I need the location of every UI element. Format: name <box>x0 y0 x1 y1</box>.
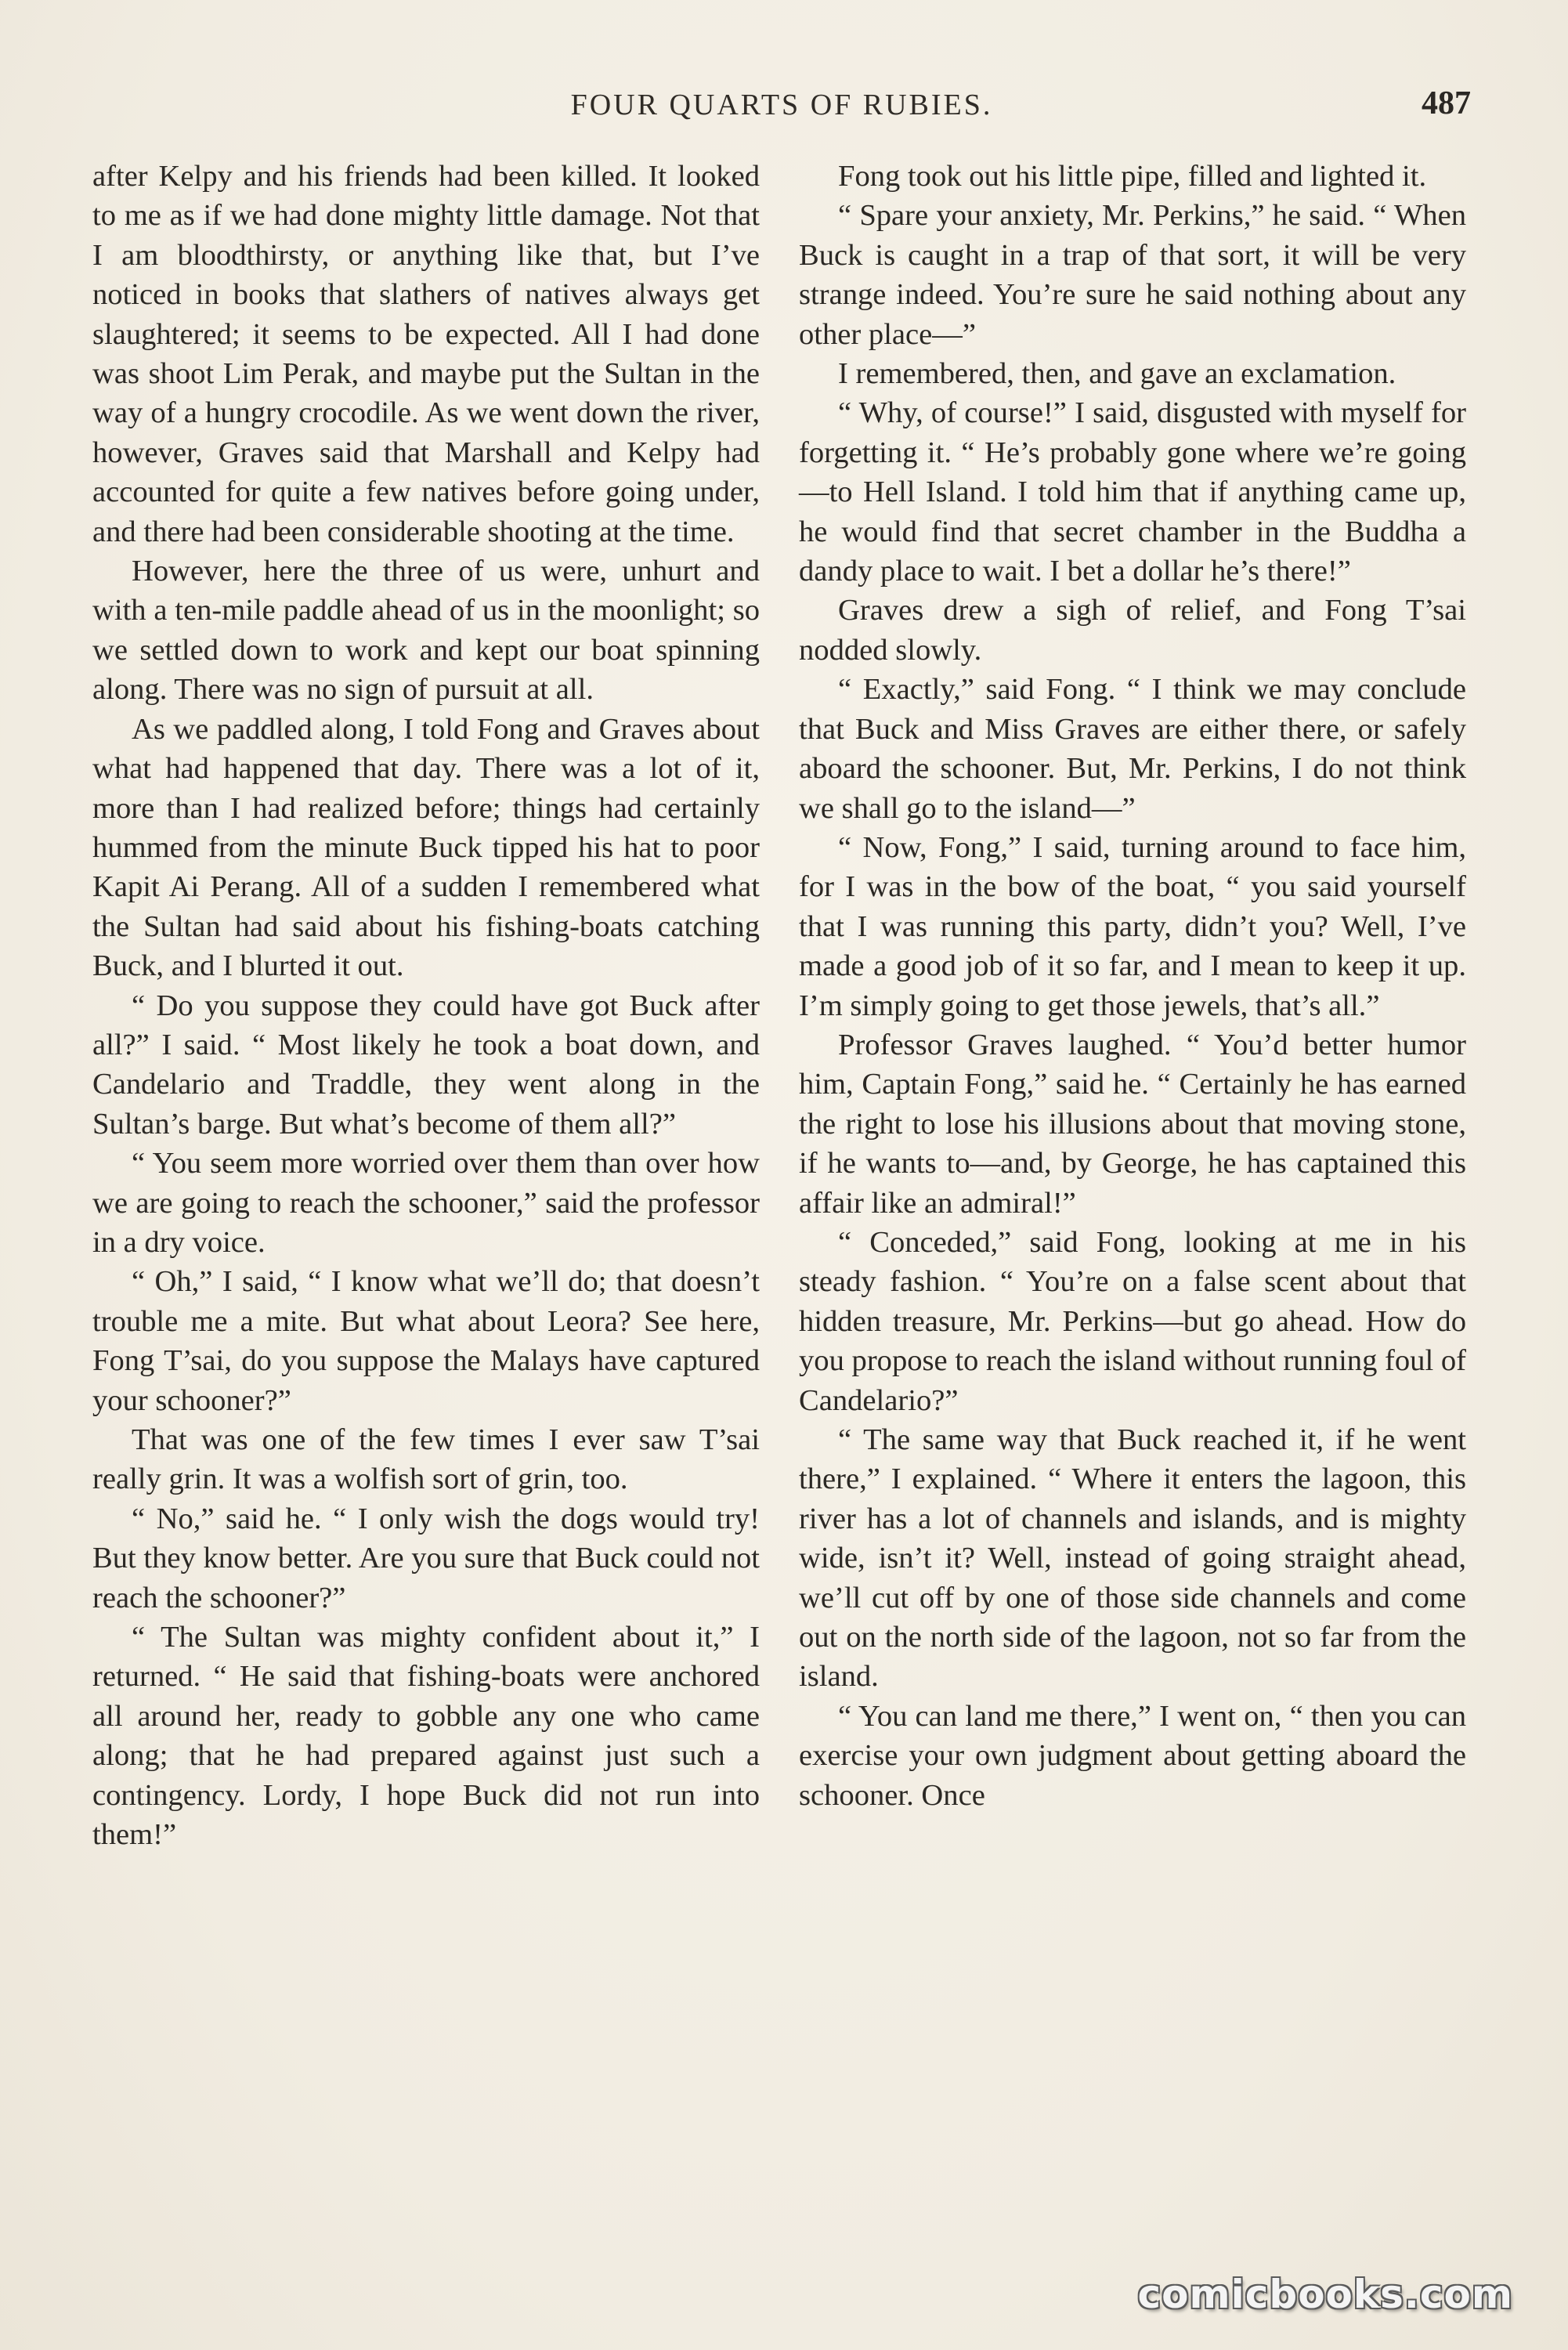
paragraph: “ You can land me there,” I went on, “ then you can exercise your own judgment about getting aboard the schooner. Once <box>799 1699 1466 1812</box>
page-header <box>92 85 1471 135</box>
left-column <box>92 157 760 1854</box>
paragraph: That was one of the few times I ever saw T’sai really grin. It was a wolfish sort of grin, too. <box>92 1423 760 1496</box>
paragraph: I remembered, then, and gave an exclamation. <box>838 357 1396 391</box>
paragraph: Professor Graves laughed. “ You’d better humor him, Captain Fong,” said he. “ Certainly he has earned the right to lose his illusions about that moving stone, if he wants to—and, by George, he has captained this affair like an admiral!” <box>799 1028 1466 1220</box>
paragraph: “ Why, of course!” I said, disgusted with myself for forgetting it. “ He’s probably gone where we’re going—to Hell Island. I told him that if anything came up, he would find that secret chamber in the Buddha a dandy place to wait. I bet a dollar he’s there!” <box>799 396 1466 588</box>
paragraph: “ Spare your anxiety, Mr. Perkins,” he said. “ When Buck is caught in a trap of that sort, it will be very strange indeed. You’re sure he said nothing about any other place—” <box>799 199 1466 351</box>
running-title: FOUR QUARTS OF RUBIES. <box>570 89 993 121</box>
paragraph: after Kelpy and his friends had been killed. It looked to me as if we had done mighty little damage. Not that I am bloodthirsty, or anything like that, but I’ve noticed in books that slathers of natives always get slaughtered; it seems to be expected. All I had done was shoot Lim Perak, and maybe put the Sultan in the way of a hungry crocodile. As we went down the river, however, Graves said that Marshall and Kelpy had accounted for quite a few natives before going under, and there had been considerable shooting at the time. <box>92 160 760 548</box>
paragraph: “ Conceded,” said Fong, looking at me in his steady fashion. “ You’re on a false scent about that hidden treasure, Mr. Perkins—but go ahead. How do you propose to reach the island without running foul of Candelario?” <box>799 1225 1466 1417</box>
watermark: comicbooks.com <box>1137 2272 1513 2317</box>
right-column <box>799 157 1466 1815</box>
paragraph: “ The same way that Buck reached it, if he went there,” I explained. “ Where it enters the lagoon, this river has a lot of channels and islands, and is mighty wide, isn’t it? Well, instead of going straight ahead, we’ll cut off by one of those side channels and come out on the north side of the lagoon, not so far from the island. <box>799 1423 1466 1694</box>
paragraph: Graves drew a sigh of relief, and Fong T’sai nodded slowly. <box>799 594 1466 667</box>
paragraph: “ You seem more worried over them than over how we are going to reach the schooner,” said the professor in a dry voice. <box>92 1147 760 1259</box>
paragraph: Fong took out his little pipe, filled and lighted it. <box>838 160 1427 193</box>
paragraph: “ Oh,” I said, “ I know what we’ll do; that doesn’t trouble me a mite. But what about Leora? See here, Fong T’sai, do you suppose the Malays have captured your schooner?” <box>92 1265 760 1417</box>
page-number: 487 <box>1422 85 1471 121</box>
paragraph: “ Exactly,” said Fong. “ I think we may conclude that Buck and Miss Graves are either there, or safely aboard the schooner. But, Mr. Perkins, I do not think we shall go to the island—” <box>799 673 1466 825</box>
paragraph: “ The Sultan was mighty confident about it,” I returned. “ He said that fishing-boats were anchored all around her, ready to gobble any one who came along; that he had prepared against just such a contingency. Lordy, I hope Buck did not run into them!” <box>92 1621 760 1852</box>
paragraph: “ Now, Fong,” I said, turning around to face him, for I was in the bow of the boat, “ you said yourself that I was running this party, didn’t you? Well, I’ve made a good job of it so far, and I mean to keep it up. I’m simply going to get those jewels, that’s all.” <box>799 830 1466 1022</box>
paragraph: However, here the three of us were, unhurt and with a ten-mile paddle ahead of us in the moonlight; so we settled down to work and kept our boat spinning along. There was no sign of pursuit at all. <box>92 555 760 707</box>
paragraph: “ No,” said he. “ I only wish the dogs would try! But they know better. Are you sure that Buck could not reach the schooner?” <box>92 1502 760 1614</box>
paragraph: As we paddled along, I told Fong and Graves about what had happened that day. There was a lot of it, more than I had realized before; things had certainly hummed from the minute Buck tipped his hat to poor Kapit Ai Perang. All of a sudden I remembered what the Sultan had said about his fishing-boats catching Buck, and I blurted it out. <box>92 712 760 983</box>
paragraph: “ Do you suppose they could have got Buck after all?” I said. “ Most likely he took a boat down, and Candelario and Traddle, they went along in the Sultan’s barge. But what’s become of them all?” <box>92 989 760 1141</box>
